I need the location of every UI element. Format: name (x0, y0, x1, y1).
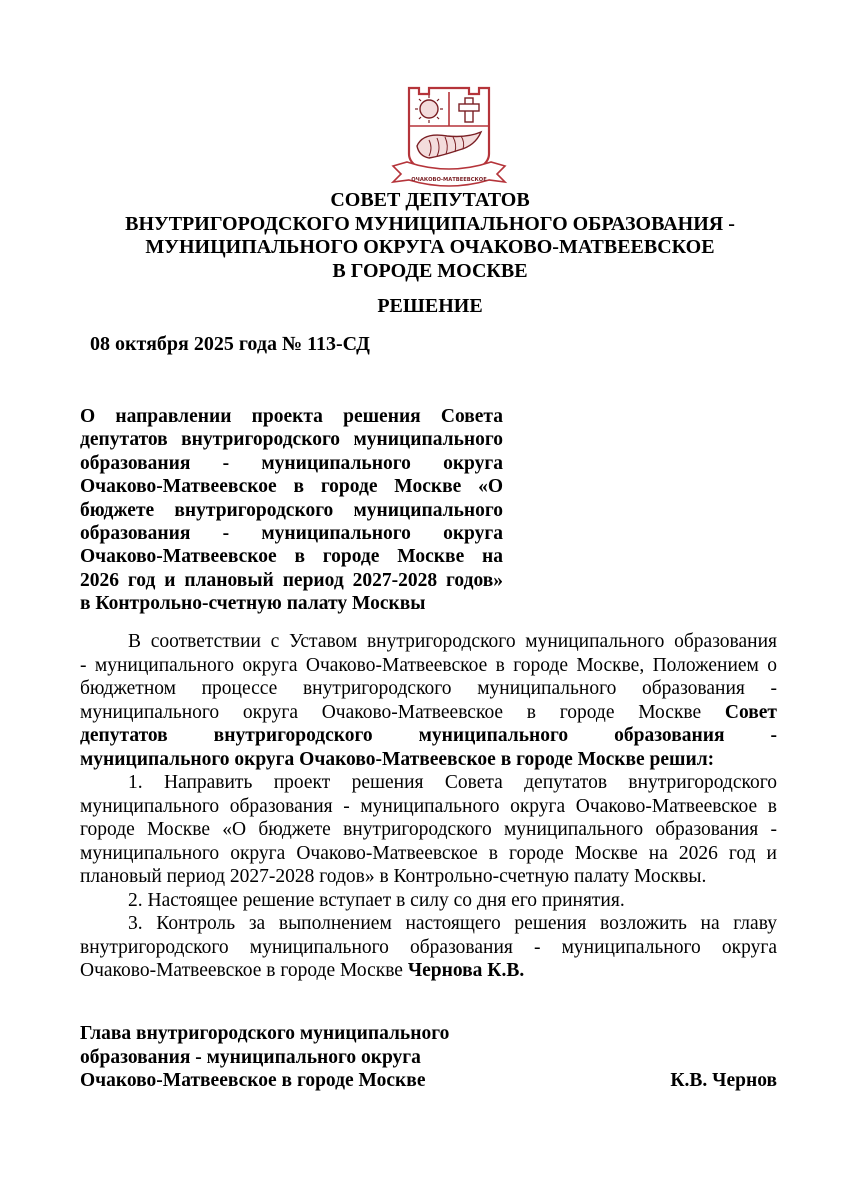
item1-line: городе Москве «О бюджете внутригородского муниципального образования - (80, 819, 777, 840)
item2-line: 2. Настоящее решение вступает в силу со дня его принятия. (128, 889, 625, 911)
subject-line: образования - муниципального округа (80, 523, 503, 545)
header-line: СОВЕТ ДЕПУТАТОВ (330, 189, 530, 211)
item3-line: 3. Контроль за выполнением настоящего решения возложить на главу (128, 913, 777, 934)
responsible-person: Чернова К.В. (407, 960, 525, 981)
item3-line (80, 959, 777, 983)
document-subject (80, 405, 503, 616)
preamble-bold-line (80, 748, 777, 772)
signature-title-line: образования - муниципального округа (80, 1046, 421, 1068)
preamble-line: - муниципального округа Очаково-Матвеевское в городе Москве, Положением о (80, 654, 777, 676)
item1-line: муниципального образования - муниципального округа Очаково-Матвеевское в (80, 795, 777, 817)
item1-line: плановый период 2027-2028 годов» в Контрольно-счетную палату Москвы. (80, 866, 707, 887)
subject-line: 2026 год и плановый период 2027-2028 годов» (80, 569, 503, 591)
coat-of-arms-emblem (389, 84, 509, 190)
document-body (80, 630, 777, 983)
signature-title-line: Глава внутригородского муниципального (80, 1023, 450, 1044)
preamble-line: В соответствии с Уставом внутригородского муниципального образования (128, 631, 777, 652)
preamble-bold-text: муниципального округа Очаково-Матвеевское в городе Москве решил: (80, 748, 715, 770)
preamble-line: бюджетном процессе внутригородского муниципального образования - (80, 678, 777, 699)
subject-line: Очаково-Матвеевское в городе Москве «О (80, 476, 503, 498)
subject-line: в Контрольно-счетную палату Москвы (80, 593, 426, 615)
header-line: ВНУТРИГОРОДСКОГО МУНИЦИПАЛЬНОГО ОБРАЗОВАНИЯ - (125, 212, 735, 235)
header-line: МУНИЦИПАЛЬНОГО ОКРУГА ОЧАКОВО-МАТВЕЕВСКОЕ (145, 236, 715, 258)
item3-text: Очаково-Матвеевское в городе Москве (80, 960, 403, 981)
preamble-bold-text: депутатов внутригородского муниципального образования - (80, 725, 777, 746)
signatory-name: К.В. Чернов (670, 1070, 777, 1091)
council-bold: Совет (724, 701, 778, 723)
item1-line: муниципального округа Очаково-Матвеевское в городе Москве на 2026 год и (80, 842, 777, 864)
subject-line: депутатов внутригородского муниципального (80, 429, 503, 451)
preamble-line (80, 701, 777, 725)
header-line: В ГОРОДЕ МОСКВЕ (332, 259, 528, 282)
preamble-bold-line (80, 724, 777, 748)
subject-line: Очаково-Матвеевское в городе Москве на (80, 546, 503, 568)
subject-line: образования - муниципального округа (80, 452, 503, 474)
preamble-text: муниципального округа Очаково-Матвеевское в городе Москве (80, 701, 702, 723)
document-type-title: РЕШЕНИЕ (377, 295, 483, 317)
subject-line: бюджете внутригородского муниципального (80, 499, 503, 521)
subject-line: О направлении проекта решения Совета (80, 406, 503, 427)
emblem-ribbon-text: ОЧАКОВО-МАТВЕЕВСКОЕ (411, 177, 487, 183)
signature-block (80, 1022, 777, 1093)
item3-line: внутригородского муниципального образования - муниципального округа (80, 936, 777, 958)
document-header (80, 189, 780, 283)
item1-line: 1. Направить проект решения Совета депутатов внутригородского (128, 772, 777, 793)
signature-last-row (80, 1069, 777, 1093)
signature-title-line: Очаково-Матвеевское в городе Москве (80, 1070, 426, 1091)
document-date-number: 08 октября 2025 года № 113-СД (90, 333, 370, 355)
sun-icon (420, 100, 438, 118)
